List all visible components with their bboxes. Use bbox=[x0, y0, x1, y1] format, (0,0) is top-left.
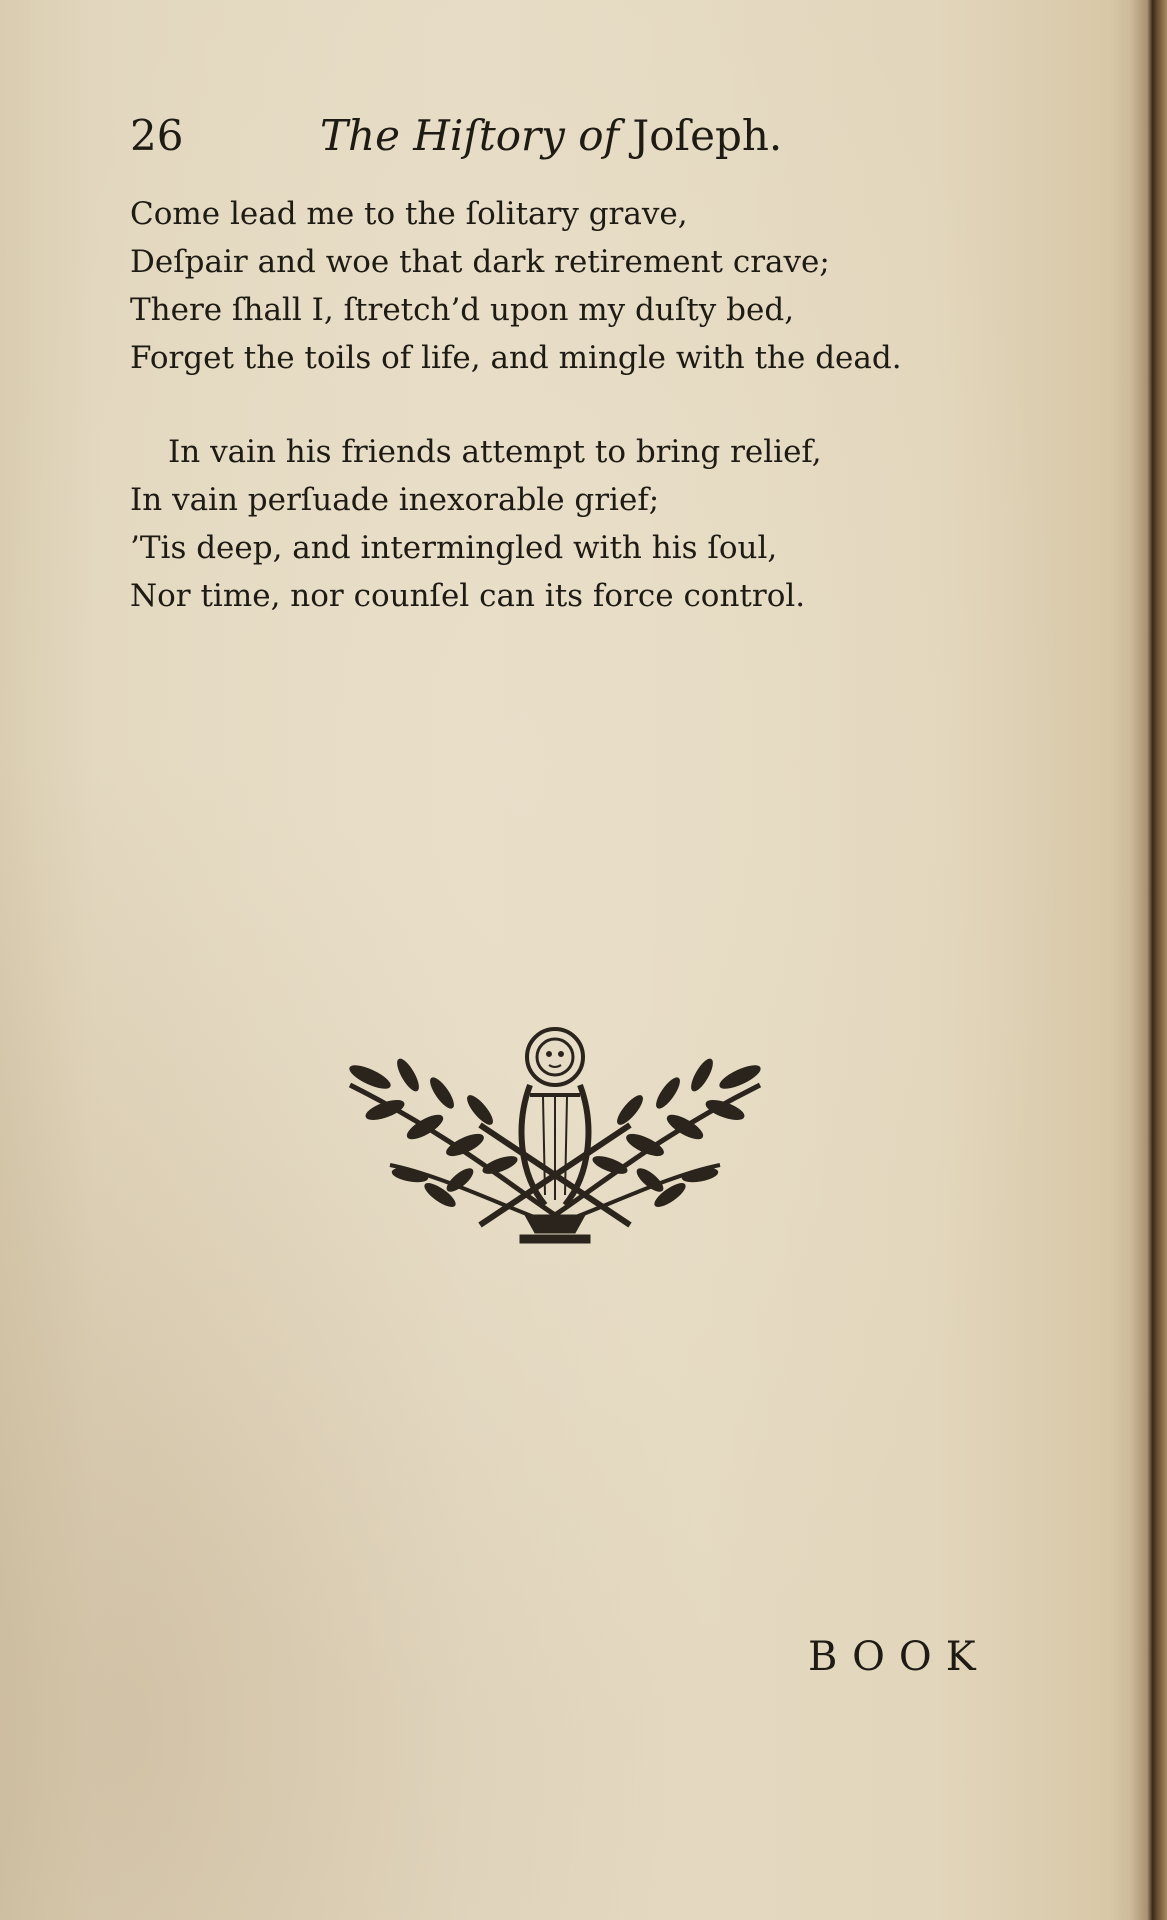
verse-line: Come lead me to the ſolitary grave, bbox=[130, 196, 688, 232]
stanza-1 bbox=[130, 190, 970, 382]
title-word-of: of bbox=[578, 111, 620, 160]
catchword: BOOK bbox=[808, 1634, 990, 1680]
verse-line: There ſhall I, ſtretch’d upon my duſty bed, bbox=[130, 292, 795, 328]
verse-line: In vain his friends attempt to bring relief, bbox=[168, 434, 822, 470]
title-word-history: Hiſtory bbox=[413, 111, 565, 160]
page-number: 26 bbox=[130, 111, 184, 160]
running-title bbox=[320, 108, 782, 164]
lyre-laurel-ornament-icon bbox=[330, 1015, 780, 1255]
verse-line: Forget the toils of life, and mingle with the dead. bbox=[130, 340, 902, 376]
verse-line: ’Tis deep, and intermingled with his ſoul, bbox=[130, 530, 778, 566]
title-word-the: The bbox=[320, 111, 400, 160]
verse-line: In vain perſuade inexorable grief; bbox=[130, 482, 660, 518]
running-header bbox=[130, 108, 850, 168]
page-edge-shadow bbox=[1131, 0, 1167, 1920]
verse-line: Nor time, nor counſel can its force control. bbox=[130, 578, 806, 614]
title-word-joseph: Joſeph. bbox=[632, 111, 783, 160]
verse-line: Deſpair and woe that dark retirement crave; bbox=[130, 244, 830, 280]
stanza-2 bbox=[130, 428, 970, 620]
